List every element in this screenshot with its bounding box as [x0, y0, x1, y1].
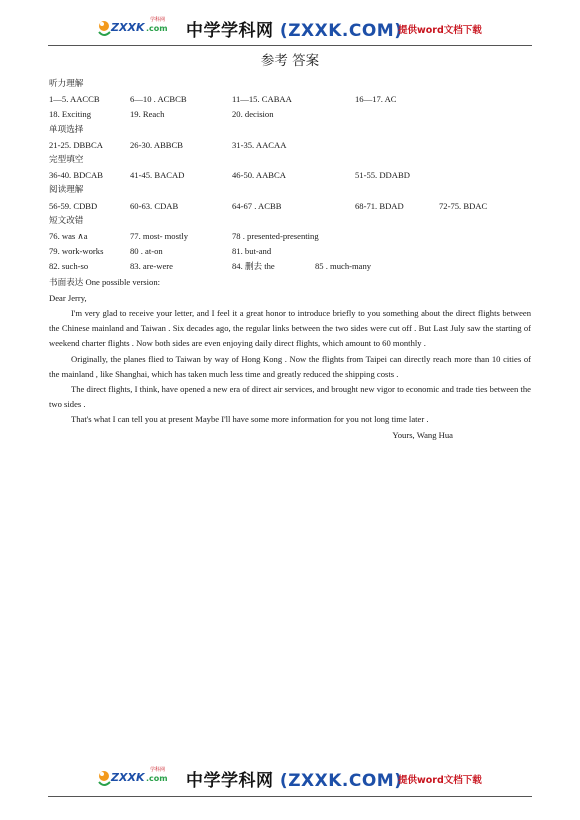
section-heading-writing: 书面表达: [49, 277, 84, 288]
answer-cell: 84. 删去 the: [232, 261, 275, 272]
answer-row: [49, 168, 531, 183]
answer-cell: 1—5. AACCB: [49, 94, 100, 105]
answer-cell: 72-75. BDAC: [439, 200, 488, 211]
letter-salutation: Dear Jerry,: [49, 292, 87, 303]
download-slogan: 提供word文档下载: [398, 25, 482, 36]
section-heading-cloze: 完型填空: [49, 154, 84, 165]
answer-cell: 76. was ∧a: [49, 230, 88, 241]
answer-cell: 31-35. AACAA: [232, 139, 287, 150]
header-banner: [0, 8, 580, 48]
answer-cell: 81. but-and: [232, 246, 272, 257]
footer-rule: [48, 796, 532, 797]
section-heading-error-correction: 短文改错: [49, 215, 84, 226]
svg-text:ZXXK: ZXXK: [111, 771, 145, 784]
site-domain: (ZXXK.COM): [279, 771, 403, 791]
answer-cell: 11—15. CABAA: [232, 94, 292, 105]
site-name: 中学学科网 (ZXXK.COM): [186, 771, 403, 791]
answer-row: [49, 199, 531, 214]
section-heading-single-choice: 单项选择: [49, 124, 84, 135]
answer-cell: 83. are-were: [130, 261, 173, 272]
answer-cell: 56-59. CDBD: [49, 200, 98, 211]
svg-text:.com: .com: [146, 24, 168, 33]
answer-cell: 19. Reach: [130, 109, 165, 120]
answer-cell: 21-25. DBBCA: [49, 139, 103, 150]
download-slogan: 提供word文档下载: [398, 775, 482, 786]
answer-cell: 60-63. CDAB: [130, 200, 179, 211]
svg-text:.com: .com: [146, 774, 168, 783]
answer-row: [49, 138, 531, 153]
answer-row: [49, 107, 531, 122]
answer-row: [49, 259, 531, 274]
answer-cell: 82. such-so: [49, 261, 89, 272]
answer-cell: 26-30. ABBCB: [130, 139, 184, 150]
answer-cell: 85 . much-many: [315, 261, 372, 272]
page-title: 参考 答案: [260, 53, 320, 69]
answer-cell: 80 . at-on: [130, 246, 163, 257]
site-name: 中学学科网 (ZXXK.COM): [186, 21, 403, 41]
answer-row: [49, 244, 531, 259]
footer-banner: [0, 758, 580, 798]
answer-key: [49, 52, 531, 443]
letter-paragraph: That's what I can tell you at present Maybe I'll have some more information for you not long time later .: [71, 414, 429, 425]
zxxk-logo: [96, 764, 172, 790]
answer-row: [49, 229, 531, 244]
answer-cell: 46-50. AABCA: [232, 170, 286, 181]
svg-text:学科网: 学科网: [150, 17, 166, 23]
zxxk-logo: [96, 14, 172, 40]
answer-cell: 51-55. DDABD: [355, 170, 410, 181]
writing-subheading: One possible version:: [85, 276, 161, 287]
section-heading-listening: 听力理解: [49, 79, 84, 89]
answer-cell: 77. most- mostly: [130, 230, 189, 241]
svg-text:学科网: 学科网: [150, 767, 166, 773]
letter-paragraph: The direct flights, I think, have opened a new era of direct air services, and brought new vigor to economic and trade ties between the two sides .: [49, 383, 531, 410]
letter-paragraph: I'm very glad to receive your letter, and I feel it a great honor to introduce briefly to you something about the direct flights between the Chinese mainland and Taiwan . Six decades ago, the regular links between the two sides were cut off . But Last July saw the starting of weekend charter flights . Now both sides are even enjoying daily direct flights, which amount to 60 monthly .: [49, 307, 531, 349]
letter-paragraph: Originally, the planes flied to Taiwan by way of Hong Kong . Now the flights from Taipei can directly reach more than 10 cities of the mainland , like Shanghai, which has taken much less time and greatly reduced the shipping costs .: [49, 353, 531, 379]
letter-signature: Yours, Wang Hua: [392, 429, 453, 440]
answer-cell: 68-71. BDAD: [355, 200, 404, 211]
answer-cell: 41-45. BACAD: [130, 170, 185, 181]
answer-cell: 79. work-works: [49, 246, 104, 257]
answer-cell: 16—17. AC: [355, 94, 397, 105]
header-rule: [48, 45, 532, 46]
answer-cell: 64-67 . ACBB: [232, 200, 282, 211]
answer-cell: 18. Exciting: [49, 109, 92, 120]
site-domain: (ZXXK.COM): [279, 21, 403, 41]
section-heading-reading: 阅读理解: [49, 185, 84, 196]
answer-cell: 6—10 . ACBCB: [130, 94, 187, 105]
svg-text:ZXXK: ZXXK: [111, 21, 145, 34]
answer-row: [49, 92, 531, 107]
answer-cell: 20. decision: [232, 109, 274, 120]
answer-cell: 78 . presented-presenting: [232, 230, 319, 241]
writing-heading-line: [49, 275, 531, 291]
answer-cell: 36-40. BDCAB: [49, 170, 103, 181]
